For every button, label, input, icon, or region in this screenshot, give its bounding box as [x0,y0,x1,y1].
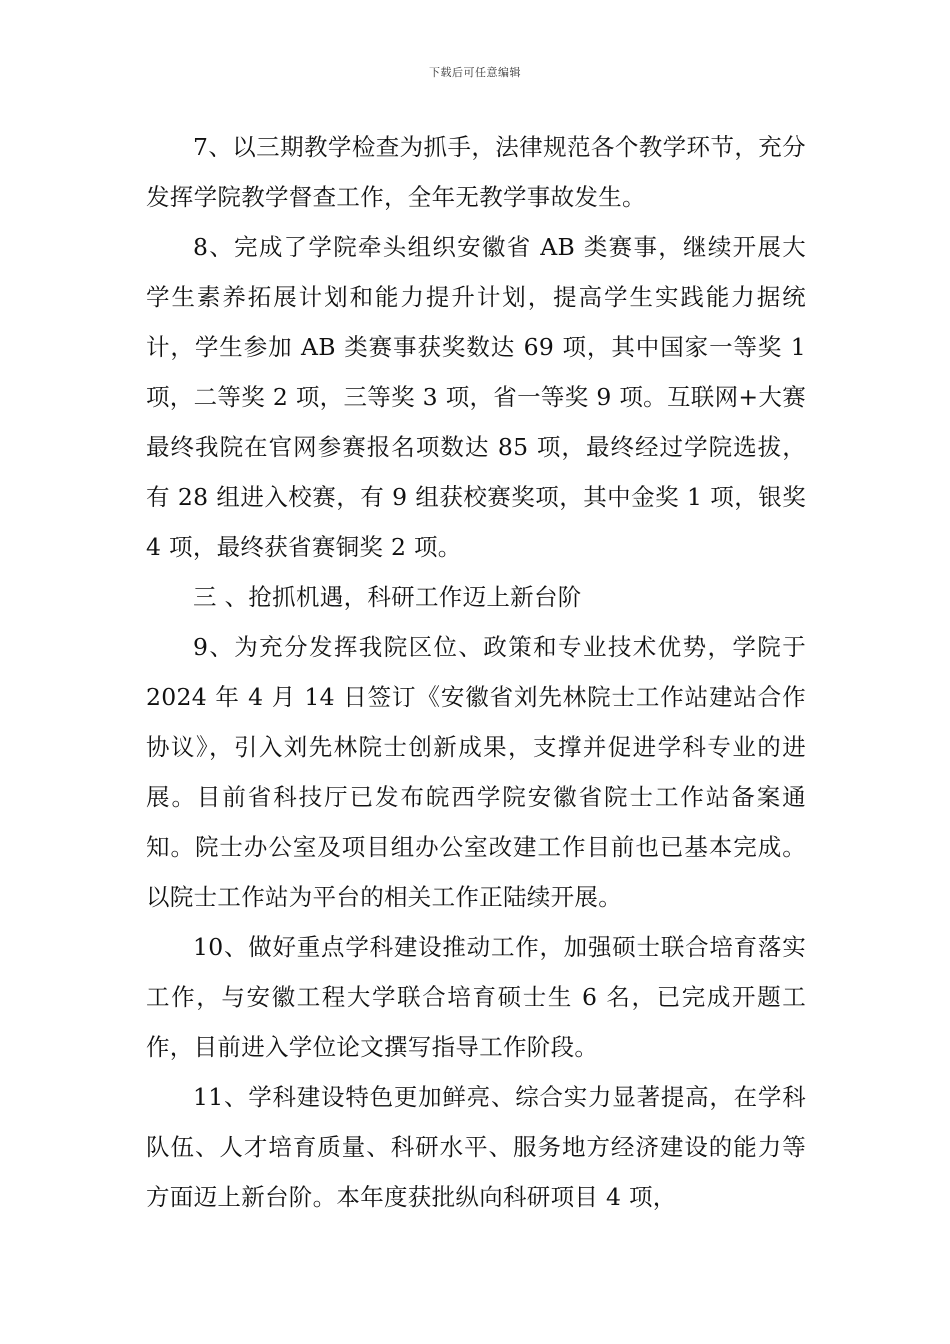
page-header-note: 下载后可任意编辑 [429,66,521,79]
document-body [146,122,806,1222]
paragraph-item-9: 9、为充分发挥我院区位、政策和专业技术优势，学院于 2024 年 4 月 14 日签订《安徽省刘先林院士工作站建站合作协议》，引入刘先林院士创新成果，支撑并促进学科专业的进展。目前省科技厅已发布皖西学院安徽省院士工作站备案通知。院士办公室及项目组办公室改建工作目前也已基本完成。以院士工作站为平台的相关工作正陆续开展。 [146,633,806,911]
paragraph-item-11: 11、学科建设特色更加鲜亮、综合实力显著提高，在学科队伍、人才培育质量、科研水平、服务地方经济建设的能力等方面迈上新台阶。本年度获批纵向科研项目 4 项， [146,1083,806,1211]
paragraph-item-8: 8、完成了学院牵头组织安徽省 AB 类赛事，继续开展大学生素养拓展计划和能力提升计划，提高学生实践能力据统计，学生参加 AB 类赛事获奖数达 69 项，其中国家一等奖 1 项，二等奖 2 项，三等奖 3 项，省一等奖 9 项。互联网+大赛最终我院在官网参赛报名项数达 85 项，最终经过学院选拔，有 28 组进入校赛，有 9 组获校赛奖项，其中金奖 1 项，银奖 4 项，最终获省赛铜奖 2 项。 [146,233,806,561]
paragraph-item-10: 10、做好重点学科建设推动工作，加强硕士联合培育落实工作，与安徽工程大学联合培育硕士生 6 名，已完成开题工作，目前进入学位论文撰写指导工作阶段。 [146,933,806,1061]
paragraph-item-7: 7、以三期教学检查为抓手，法律规范各个教学环节，充分发挥学院教学督查工作，全年无教学事故发生。 [146,133,806,211]
section-heading-3: 三 、抢抓机遇，科研工作迈上新台阶 [193,583,582,611]
